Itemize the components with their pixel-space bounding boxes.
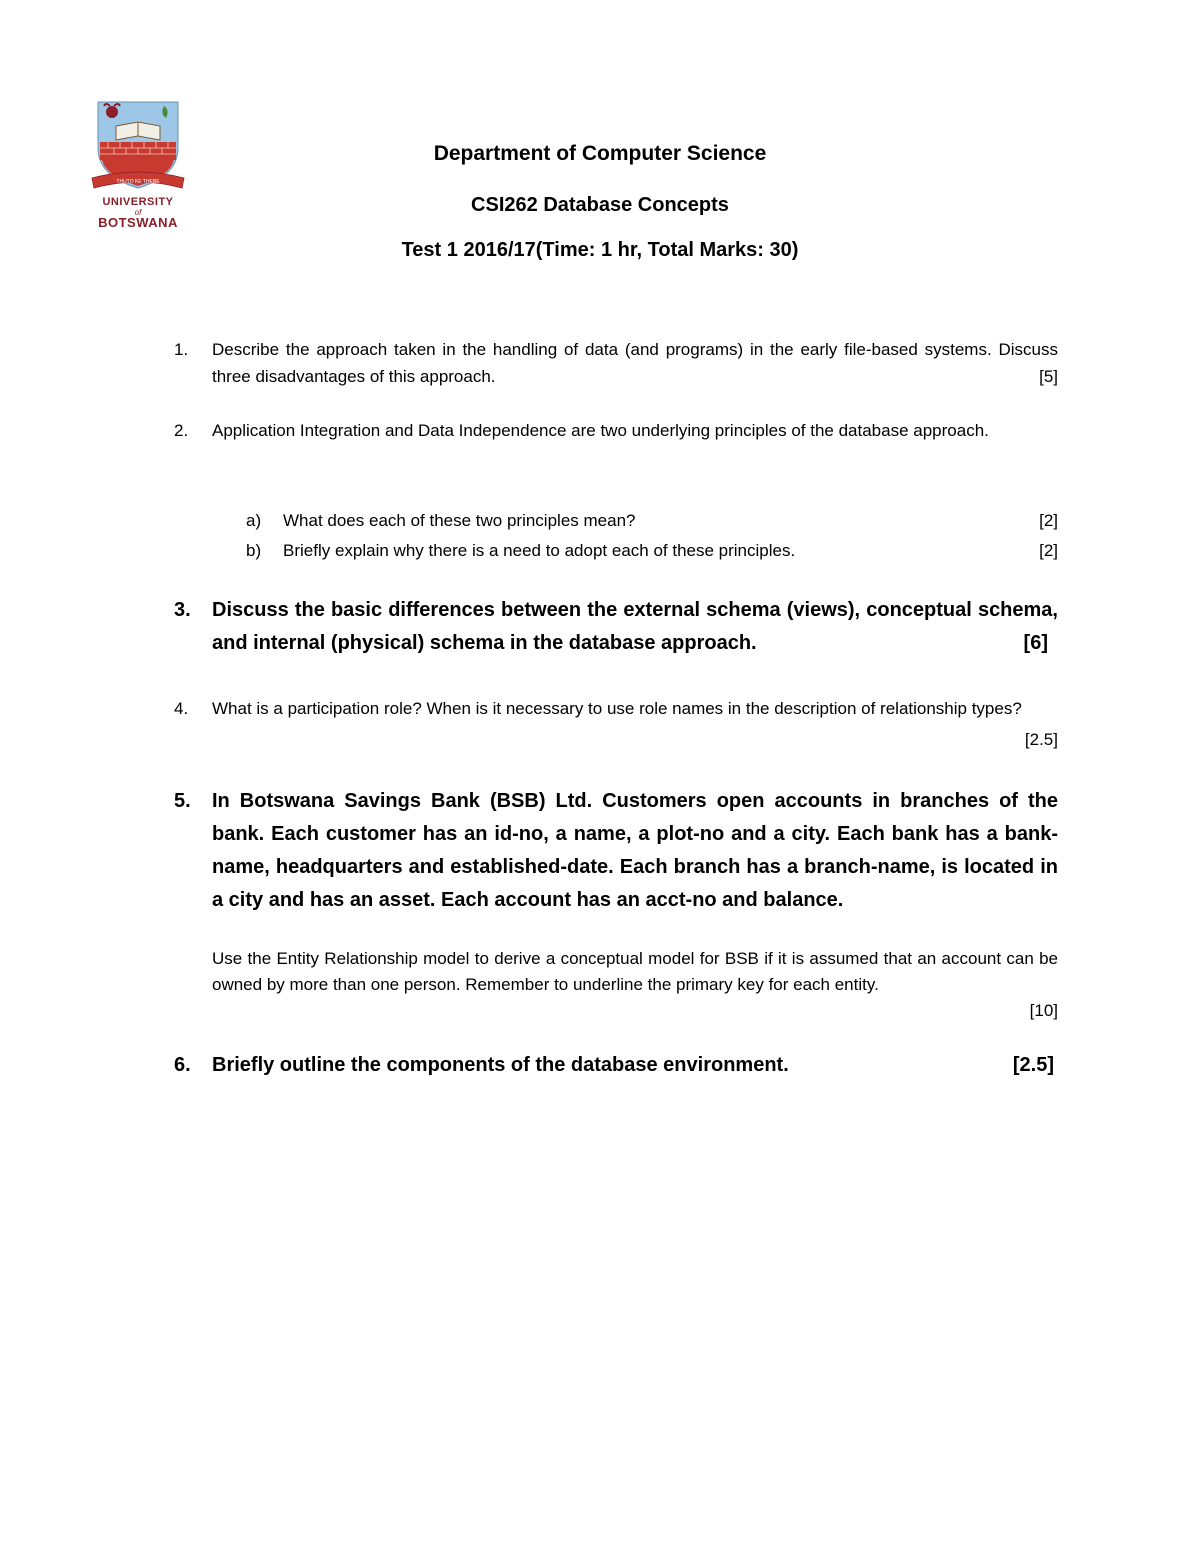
question-text: Discuss the basic differences between the external schema (views), conceptual schema, and internal (physical) schema in the database approach. — [212, 599, 1058, 654]
question-5-instruction — [212, 946, 1058, 1026]
instruction-text: Use the Entity Relationship model to derive a conceptual model for BSB if it is assumed that an account can be owned by more than one person. Remember to underline the primary key for each entity. — [212, 949, 1058, 994]
question-4 — [174, 693, 1058, 753]
question-6 — [174, 1049, 1058, 1083]
question-number: 6. — [174, 1054, 191, 1076]
part-text: What does each of these two principles mean? — [283, 511, 636, 530]
question-1 — [174, 336, 1058, 392]
logo-botswana-text: BOTSWANA — [98, 215, 178, 230]
part-label: b) — [246, 541, 262, 560]
course-title: CSI262 Database Concepts — [471, 194, 729, 216]
question-number: 1. — [174, 340, 189, 359]
question-number: 2. — [174, 421, 189, 440]
test-title: Test 1 2016/17(Time: 1 hr, Total Marks: 30) — [401, 239, 799, 261]
question-text: Application Integration and Data Independence are two underlying principles of the database approach. — [212, 421, 989, 440]
part-label: a) — [246, 511, 262, 530]
part-marks: [2] — [1039, 511, 1058, 530]
part-text: Briefly explain why there is a need to adopt each of these principles. — [283, 541, 796, 560]
question-number: 5. — [174, 790, 191, 812]
question-text: Describe the approach taken in the handling of data (and programs) in the early file-based systems. Discuss three disadvantages of this approach. — [212, 340, 1058, 386]
question-marks: [6] — [1023, 632, 1048, 654]
logo-university-text: UNIVERSITY — [102, 196, 174, 208]
logo-of-text: of — [134, 208, 142, 217]
question-number: 3. — [174, 599, 191, 621]
question-marks: [2.5] — [1012, 1054, 1054, 1076]
question-text: What is a participation role? When is it necessary to use role names in the description of relationship types? — [212, 699, 1022, 718]
department-title: Department of Computer Science — [433, 142, 767, 165]
question-text: Briefly outline the components of the database environment. — [212, 1054, 789, 1076]
question-5 — [174, 785, 1058, 919]
motto-text: THUTO KE THEBE — [116, 179, 160, 185]
question-marks: [2.5] — [1024, 730, 1058, 749]
question-marks: [10] — [1029, 1001, 1058, 1020]
part-marks: [2] — [1039, 541, 1058, 560]
question-2 — [174, 415, 1058, 475]
question-marks: [5] — [1039, 367, 1058, 386]
question-number: 4. — [174, 699, 189, 718]
question-3 — [174, 594, 1058, 664]
question-text: In Botswana Savings Bank (BSB) Ltd. Customers open accounts in branches of the bank. Each customer has an id-no, a name, a plot-no and a city. Each bank has a bank-name, headquarters and established-date. Each branch has a branch-name, is located in a city and has an asset. Each account has an acct-no and balance. — [212, 790, 1058, 911]
